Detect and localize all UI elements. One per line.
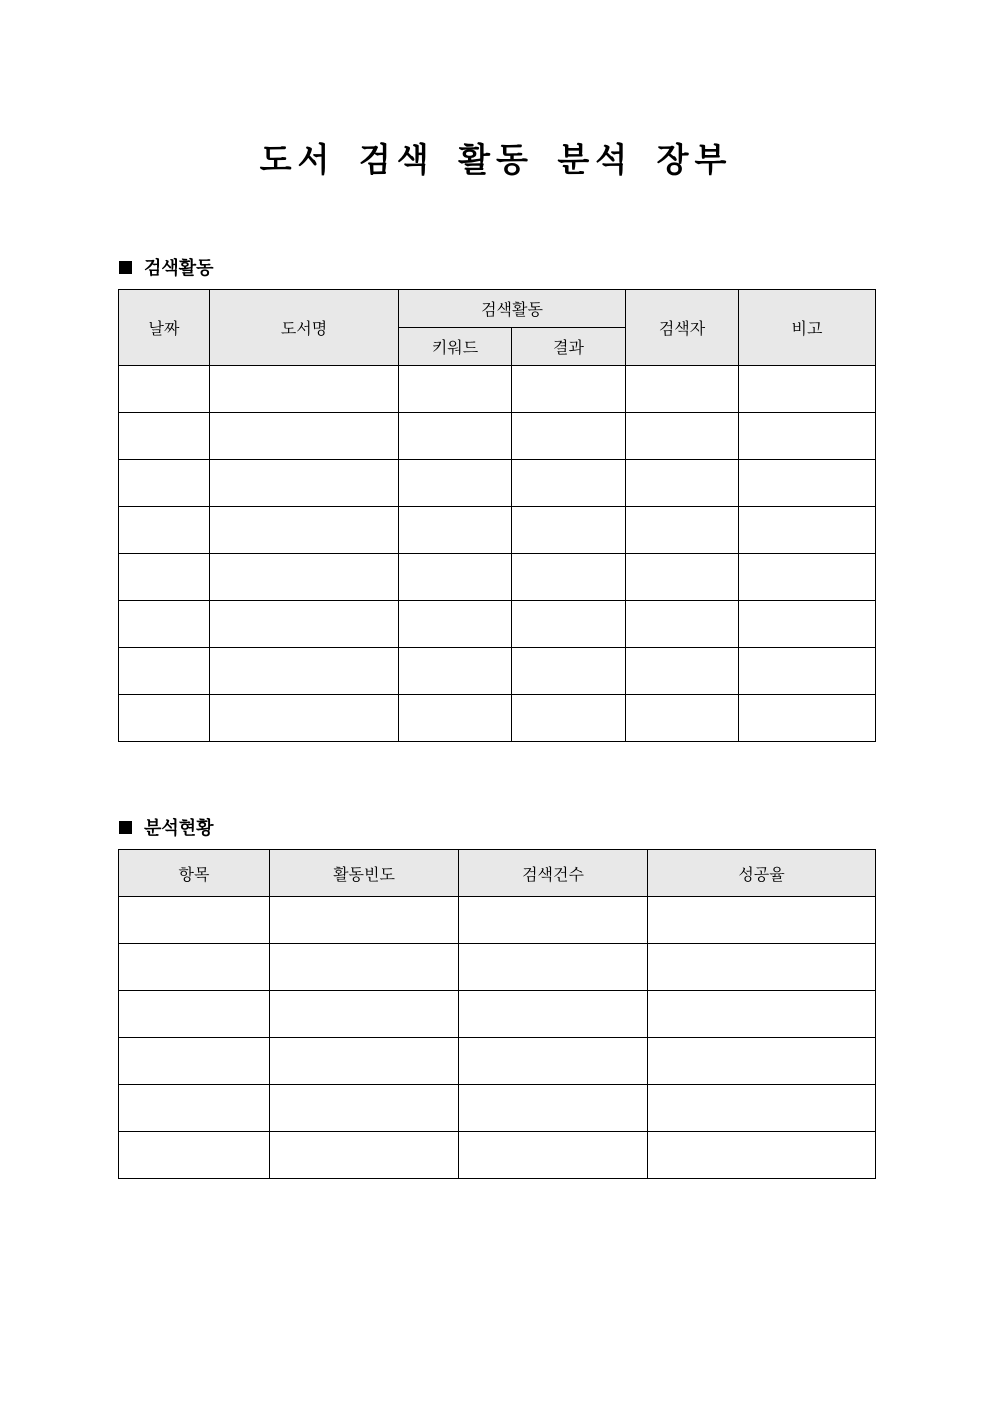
note-cell[interactable] (739, 460, 876, 507)
header-note: 비고 (739, 290, 876, 366)
page-title: 도서 검색 활동 분석 장부 (259, 140, 733, 179)
frequency-cell[interactable] (270, 991, 459, 1038)
note-cell[interactable] (739, 413, 876, 460)
table-row (119, 1132, 876, 1179)
search-count-cell[interactable] (459, 1038, 648, 1085)
note-cell[interactable] (739, 366, 876, 413)
date-cell[interactable] (119, 460, 210, 507)
analysis-section-title: 분석현황 (144, 818, 214, 839)
header-search-activity: 검색활동 (399, 290, 626, 328)
square-bullet-icon (119, 261, 132, 274)
date-cell[interactable] (119, 648, 210, 695)
table-row (119, 648, 876, 695)
item-cell[interactable] (119, 1038, 270, 1085)
book-title-cell[interactable] (210, 554, 399, 601)
date-cell[interactable] (119, 413, 210, 460)
note-cell[interactable] (739, 695, 876, 742)
table-row (119, 897, 876, 944)
table-row (119, 507, 876, 554)
search-count-cell[interactable] (459, 944, 648, 991)
result-cell[interactable] (512, 648, 626, 695)
result-cell[interactable] (512, 366, 626, 413)
keyword-cell[interactable] (399, 460, 512, 507)
date-cell[interactable] (119, 507, 210, 554)
search-activity-table (118, 289, 876, 742)
frequency-cell[interactable] (270, 1038, 459, 1085)
searcher-cell[interactable] (626, 695, 739, 742)
header-search-count: 검색건수 (459, 850, 648, 897)
header-book-title: 도서명 (210, 290, 399, 366)
search-count-cell[interactable] (459, 1085, 648, 1132)
header-searcher: 검색자 (626, 290, 739, 366)
frequency-cell[interactable] (270, 1132, 459, 1179)
searcher-cell[interactable] (626, 366, 739, 413)
keyword-cell[interactable] (399, 554, 512, 601)
item-cell[interactable] (119, 1085, 270, 1132)
note-cell[interactable] (739, 648, 876, 695)
header-item: 항목 (119, 850, 270, 897)
result-cell[interactable] (512, 601, 626, 648)
success-rate-cell[interactable] (648, 1038, 876, 1085)
book-title-cell[interactable] (210, 460, 399, 507)
search-count-cell[interactable] (459, 897, 648, 944)
square-bullet-icon (119, 821, 132, 834)
book-title-cell[interactable] (210, 648, 399, 695)
success-rate-cell[interactable] (648, 944, 876, 991)
book-title-cell[interactable] (210, 601, 399, 648)
book-title-cell[interactable] (210, 413, 399, 460)
searcher-cell[interactable] (626, 601, 739, 648)
table-row (119, 554, 876, 601)
searcher-cell[interactable] (626, 507, 739, 554)
table-row (119, 460, 876, 507)
table-row (119, 413, 876, 460)
keyword-cell[interactable] (399, 413, 512, 460)
keyword-cell[interactable] (399, 366, 512, 413)
table-row (119, 601, 876, 648)
analysis-section-heading (119, 814, 214, 840)
keyword-cell[interactable] (399, 507, 512, 554)
note-cell[interactable] (739, 507, 876, 554)
keyword-cell[interactable] (399, 648, 512, 695)
book-title-cell[interactable] (210, 695, 399, 742)
frequency-cell[interactable] (270, 897, 459, 944)
table-row (119, 366, 876, 413)
result-cell[interactable] (512, 507, 626, 554)
item-cell[interactable] (119, 944, 270, 991)
item-cell[interactable] (119, 991, 270, 1038)
search-count-cell[interactable] (459, 991, 648, 1038)
header-date: 날짜 (119, 290, 210, 366)
success-rate-cell[interactable] (648, 991, 876, 1038)
book-title-cell[interactable] (210, 507, 399, 554)
table-row (119, 1085, 876, 1132)
item-cell[interactable] (119, 897, 270, 944)
table-row (119, 695, 876, 742)
frequency-cell[interactable] (270, 944, 459, 991)
analysis-status-table (118, 849, 876, 1179)
note-cell[interactable] (739, 554, 876, 601)
header-result: 결과 (512, 328, 626, 366)
search-section-title: 검색활동 (144, 258, 214, 279)
search-section-heading (119, 254, 214, 280)
searcher-cell[interactable] (626, 554, 739, 601)
success-rate-cell[interactable] (648, 1085, 876, 1132)
date-cell[interactable] (119, 366, 210, 413)
frequency-cell[interactable] (270, 1085, 459, 1132)
result-cell[interactable] (512, 413, 626, 460)
book-title-cell[interactable] (210, 366, 399, 413)
table-row (119, 991, 876, 1038)
success-rate-cell[interactable] (648, 1132, 876, 1179)
result-cell[interactable] (512, 695, 626, 742)
table-row (119, 944, 876, 991)
result-cell[interactable] (512, 460, 626, 507)
searcher-cell[interactable] (626, 648, 739, 695)
header-success-rate: 성공율 (648, 850, 876, 897)
note-cell[interactable] (739, 601, 876, 648)
keyword-cell[interactable] (399, 695, 512, 742)
date-cell[interactable] (119, 695, 210, 742)
searcher-cell[interactable] (626, 413, 739, 460)
search-count-cell[interactable] (459, 1132, 648, 1179)
date-cell[interactable] (119, 601, 210, 648)
success-rate-cell[interactable] (648, 897, 876, 944)
result-cell[interactable] (512, 554, 626, 601)
keyword-cell[interactable] (399, 601, 512, 648)
date-cell[interactable] (119, 554, 210, 601)
header-keyword: 키워드 (399, 328, 512, 366)
searcher-cell[interactable] (626, 460, 739, 507)
item-cell[interactable] (119, 1132, 270, 1179)
header-frequency: 활동빈도 (270, 850, 459, 897)
table-row (119, 1038, 876, 1085)
